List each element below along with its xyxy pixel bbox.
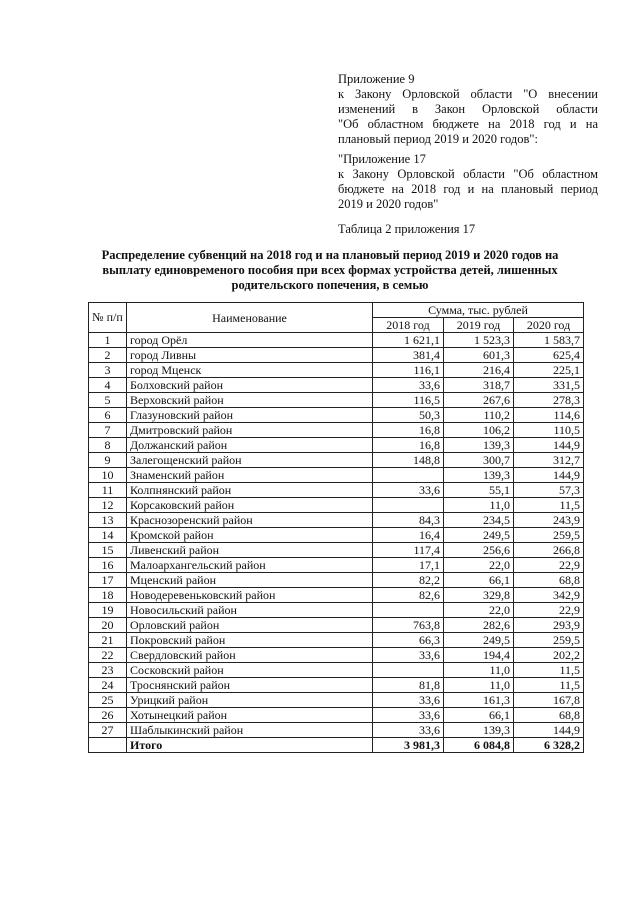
row-name: Ливенский район xyxy=(127,543,373,558)
row-number: 1 xyxy=(89,333,127,348)
table-row xyxy=(89,723,584,738)
total-2018: 3 981,3 xyxy=(373,738,444,753)
total-number xyxy=(89,738,127,753)
value-2019: 55,1 xyxy=(444,483,514,498)
value-2020: 225,1 xyxy=(514,363,584,378)
value-2019: 139,3 xyxy=(444,438,514,453)
row-name: Колпнянский район xyxy=(127,483,373,498)
header-line: к Закону Орловской области "О внесении xyxy=(338,87,598,101)
table-row xyxy=(89,618,584,633)
header-2018: 2018 год xyxy=(373,318,444,333)
value-2019: 194,4 xyxy=(444,648,514,663)
value-2020: 11,5 xyxy=(514,678,584,693)
value-2020: 278,3 xyxy=(514,393,584,408)
value-2018: 116,5 xyxy=(373,393,444,408)
table-row xyxy=(89,678,584,693)
value-2018: 763,8 xyxy=(373,618,444,633)
row-number: 23 xyxy=(89,663,127,678)
header-line: 2019 и 2020 годов" xyxy=(338,197,439,211)
value-2019: 66,1 xyxy=(444,708,514,723)
value-2019: 256,6 xyxy=(444,543,514,558)
table-row xyxy=(89,588,584,603)
row-name: Малоархангельский район xyxy=(127,558,373,573)
header-line: плановый период 2019 и 2020 годов": xyxy=(338,132,538,146)
row-number: 22 xyxy=(89,648,127,663)
value-2020: 167,8 xyxy=(514,693,584,708)
row-number: 9 xyxy=(89,453,127,468)
table-row xyxy=(89,468,584,483)
total-label: Итого xyxy=(127,738,373,753)
value-2019: 66,1 xyxy=(444,573,514,588)
value-2019: 329,8 xyxy=(444,588,514,603)
value-2018: 16,4 xyxy=(373,528,444,543)
table-row xyxy=(89,543,584,558)
value-2018: 148,8 xyxy=(373,453,444,468)
value-2019: 216,4 xyxy=(444,363,514,378)
row-name: Хотынецкий район xyxy=(127,708,373,723)
value-2018: 33,6 xyxy=(373,648,444,663)
value-2019: 110,2 xyxy=(444,408,514,423)
header-line: "Об областном бюджете на 2018 год и на xyxy=(338,117,598,131)
row-name: Свердловский район xyxy=(127,648,373,663)
row-number: 25 xyxy=(89,693,127,708)
row-name: Покровский район xyxy=(127,633,373,648)
value-2018: 16,8 xyxy=(373,423,444,438)
row-name: Краснозоренский район xyxy=(127,513,373,528)
value-2018: 381,4 xyxy=(373,348,444,363)
value-2019: 300,7 xyxy=(444,453,514,468)
row-number: 19 xyxy=(89,603,127,618)
row-number: 8 xyxy=(89,438,127,453)
table-row xyxy=(89,708,584,723)
table-row xyxy=(89,573,584,588)
table-row xyxy=(89,408,584,423)
row-name: Глазуновский район xyxy=(127,408,373,423)
value-2019: 234,5 xyxy=(444,513,514,528)
value-2018 xyxy=(373,498,444,513)
value-2018: 117,4 xyxy=(373,543,444,558)
table-row xyxy=(89,423,584,438)
row-number: 12 xyxy=(89,498,127,513)
value-2020: 293,9 xyxy=(514,618,584,633)
row-number: 5 xyxy=(89,393,127,408)
header-name: Наименование xyxy=(127,303,373,333)
value-2019: 318,7 xyxy=(444,378,514,393)
value-2020: 342,9 xyxy=(514,588,584,603)
value-2020: 312,7 xyxy=(514,453,584,468)
value-2020: 110,5 xyxy=(514,423,584,438)
value-2018: 33,6 xyxy=(373,693,444,708)
row-number: 6 xyxy=(89,408,127,423)
value-2019: 249,5 xyxy=(444,633,514,648)
header-line: изменений в Закон Орловской области xyxy=(338,102,598,116)
header-line: "Приложение 17 xyxy=(338,152,426,166)
header-sum: Сумма, тыс. рублей xyxy=(373,303,584,318)
value-2018: 84,3 xyxy=(373,513,444,528)
total-row xyxy=(89,738,584,753)
value-2019: 22,0 xyxy=(444,603,514,618)
row-number: 17 xyxy=(89,573,127,588)
value-2019: 1 523,3 xyxy=(444,333,514,348)
row-number: 26 xyxy=(89,708,127,723)
header-line: к Закону Орловской области "Об областном xyxy=(338,167,598,181)
table-row xyxy=(89,453,584,468)
value-2020: 625,4 xyxy=(514,348,584,363)
value-2019: 139,3 xyxy=(444,468,514,483)
table-row xyxy=(89,648,584,663)
row-name: Залегощенский район xyxy=(127,453,373,468)
table-row xyxy=(89,693,584,708)
row-number: 2 xyxy=(89,348,127,363)
header-2019: 2019 год xyxy=(444,318,514,333)
value-2018: 1 621,1 xyxy=(373,333,444,348)
row-number: 10 xyxy=(89,468,127,483)
row-name: город Орёл xyxy=(127,333,373,348)
header-number: № п/п xyxy=(89,303,127,333)
row-number: 14 xyxy=(89,528,127,543)
row-number: 7 xyxy=(89,423,127,438)
row-number: 13 xyxy=(89,513,127,528)
total-2019: 6 084,8 xyxy=(444,738,514,753)
value-2020: 144,9 xyxy=(514,468,584,483)
value-2020: 259,5 xyxy=(514,528,584,543)
header-line: бюджете на 2018 год и на плановый период xyxy=(338,182,598,196)
value-2020: 259,5 xyxy=(514,633,584,648)
table-row xyxy=(89,513,584,528)
row-name: Болховский район xyxy=(127,378,373,393)
table-row xyxy=(89,498,584,513)
value-2020: 1 583,7 xyxy=(514,333,584,348)
table-row xyxy=(89,663,584,678)
value-2018 xyxy=(373,603,444,618)
title-line: родительского попечения, в семью xyxy=(231,278,429,292)
row-name: Троснянский район xyxy=(127,678,373,693)
total-2020: 6 328,2 xyxy=(514,738,584,753)
header-line: Приложение 9 xyxy=(338,72,415,86)
table-row xyxy=(89,438,584,453)
header-2020: 2020 год xyxy=(514,318,584,333)
value-2018: 82,6 xyxy=(373,588,444,603)
row-name: Орловский район xyxy=(127,618,373,633)
row-number: 11 xyxy=(89,483,127,498)
row-name: город Ливны xyxy=(127,348,373,363)
row-number: 24 xyxy=(89,678,127,693)
value-2018: 17,1 xyxy=(373,558,444,573)
title-line: Распределение субвенций на 2018 год и на плановый период 2019 и 2020 годов на xyxy=(101,248,559,262)
value-2018: 33,6 xyxy=(373,708,444,723)
row-name: Кромской район xyxy=(127,528,373,543)
row-name: Мценский район xyxy=(127,573,373,588)
row-number: 27 xyxy=(89,723,127,738)
value-2020: 11,5 xyxy=(514,498,584,513)
value-2018: 116,1 xyxy=(373,363,444,378)
row-name: Верховский район xyxy=(127,393,373,408)
row-number: 3 xyxy=(89,363,127,378)
value-2019: 249,5 xyxy=(444,528,514,543)
row-name: Должанский район xyxy=(127,438,373,453)
value-2020: 57,3 xyxy=(514,483,584,498)
value-2018: 33,6 xyxy=(373,378,444,393)
row-number: 4 xyxy=(89,378,127,393)
value-2019: 11,0 xyxy=(444,663,514,678)
value-2018: 81,8 xyxy=(373,678,444,693)
row-number: 18 xyxy=(89,588,127,603)
row-number: 21 xyxy=(89,633,127,648)
value-2020: 22,9 xyxy=(514,558,584,573)
value-2019: 161,3 xyxy=(444,693,514,708)
table-caption: Таблица 2 приложения 17 xyxy=(338,222,476,236)
table-row xyxy=(89,558,584,573)
table-row xyxy=(89,393,584,408)
value-2019: 106,2 xyxy=(444,423,514,438)
row-name: Знаменский район xyxy=(127,468,373,483)
value-2020: 331,5 xyxy=(514,378,584,393)
table-body xyxy=(89,333,584,753)
subsidy-table xyxy=(88,302,584,753)
row-name: Корсаковский район xyxy=(127,498,373,513)
value-2018: 33,6 xyxy=(373,483,444,498)
value-2019: 11,0 xyxy=(444,498,514,513)
value-2018 xyxy=(373,468,444,483)
value-2020: 114,6 xyxy=(514,408,584,423)
value-2020: 144,9 xyxy=(514,438,584,453)
value-2018: 82,2 xyxy=(373,573,444,588)
row-name: Новосильский район xyxy=(127,603,373,618)
value-2020: 11,5 xyxy=(514,663,584,678)
value-2018: 33,6 xyxy=(373,723,444,738)
appendix-17-header xyxy=(338,152,598,212)
row-name: Новодеревеньковский район xyxy=(127,588,373,603)
table-row xyxy=(89,528,584,543)
value-2020: 144,9 xyxy=(514,723,584,738)
value-2019: 267,6 xyxy=(444,393,514,408)
value-2020: 243,9 xyxy=(514,513,584,528)
value-2020: 202,2 xyxy=(514,648,584,663)
value-2019: 139,3 xyxy=(444,723,514,738)
value-2019: 282,6 xyxy=(444,618,514,633)
value-2020: 68,8 xyxy=(514,708,584,723)
value-2018: 50,3 xyxy=(373,408,444,423)
row-name: Дмитровский район xyxy=(127,423,373,438)
table-row xyxy=(89,603,584,618)
value-2018: 66,3 xyxy=(373,633,444,648)
row-name: Сосковский район xyxy=(127,663,373,678)
table-row xyxy=(89,378,584,393)
table-row xyxy=(89,633,584,648)
value-2019: 601,3 xyxy=(444,348,514,363)
value-2019: 22,0 xyxy=(444,558,514,573)
title-line: выплату единовременого пособия при всех формах устройства детей, лишенных xyxy=(102,263,558,277)
row-name: город Мценск xyxy=(127,363,373,378)
appendix-9-header xyxy=(338,72,598,147)
value-2019: 11,0 xyxy=(444,678,514,693)
table-row xyxy=(89,333,584,348)
table-row xyxy=(89,483,584,498)
row-number: 16 xyxy=(89,558,127,573)
row-number: 15 xyxy=(89,543,127,558)
value-2020: 68,8 xyxy=(514,573,584,588)
row-name: Шаблыкинский район xyxy=(127,723,373,738)
row-number: 20 xyxy=(89,618,127,633)
value-2018: 16,8 xyxy=(373,438,444,453)
table-row xyxy=(89,348,584,363)
value-2020: 266,8 xyxy=(514,543,584,558)
table-row xyxy=(89,363,584,378)
document-title xyxy=(70,248,590,293)
value-2018 xyxy=(373,663,444,678)
row-name: Урицкий район xyxy=(127,693,373,708)
value-2020: 22,9 xyxy=(514,603,584,618)
